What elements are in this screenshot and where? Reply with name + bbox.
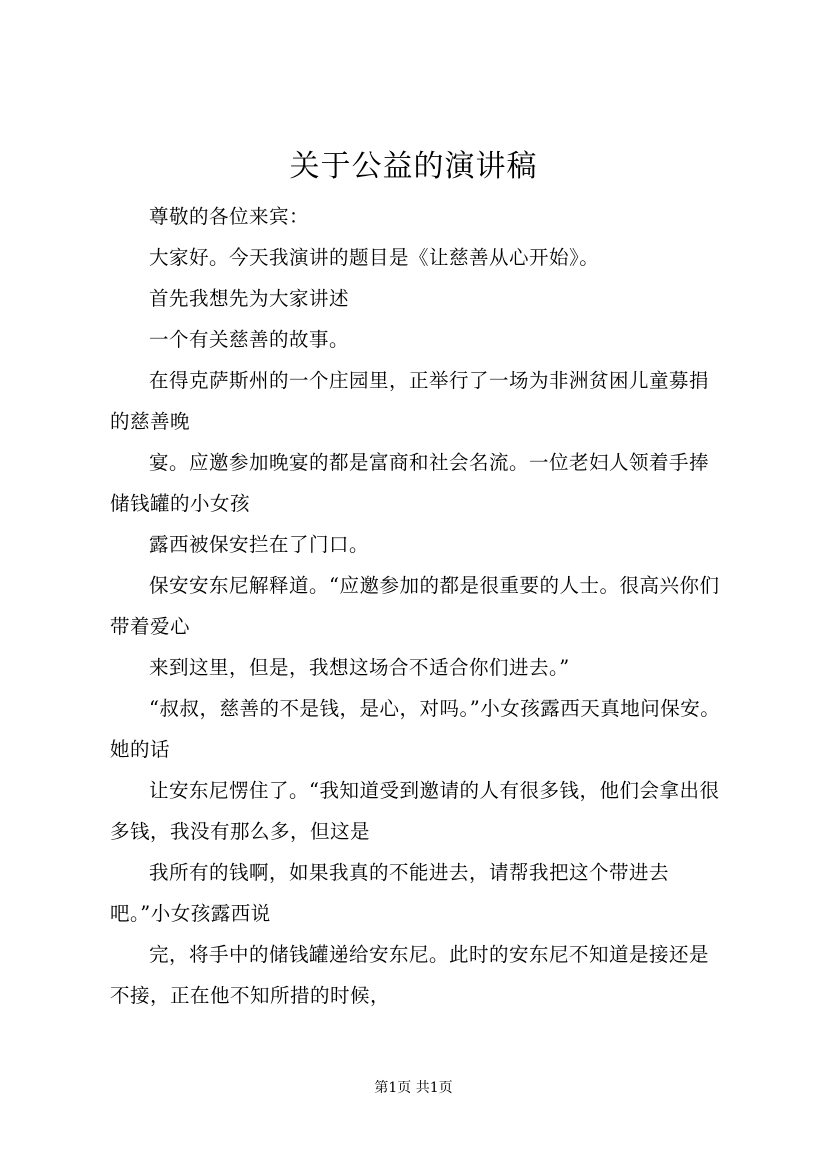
paragraph: 尊敬的各位来宾： <box>149 205 310 228</box>
paragraph: 首先我想先为大家讲述 <box>149 287 350 310</box>
paragraph: 我所有的钱啊，如果我真的不能进去，请帮我把这个带进去吧。”小女孩露西说 <box>110 861 670 925</box>
paragraph: 完，将手中的储钱罐递给安东尼。此时的安东尼不知道是接还是不接，正在他不知所措的时候， <box>110 943 710 1007</box>
paragraph: 露西被保安拦在了门口。 <box>149 533 370 556</box>
paragraph: “叔叔，慈善的不是钱，是心，对吗。”小女孩露西天真地问保安。她的话 <box>110 697 721 761</box>
paragraph: 让安东尼愣住了。“我知道受到邀请的人有很多钱，他们会拿出很多钱，我没有那么多，但这是 <box>110 779 720 843</box>
document-body <box>110 196 724 1016</box>
paragraph: 保安安东尼解释道。“应邀参加的都是很重要的人士。很高兴你们带着爱心 <box>110 574 720 638</box>
page-footer: 第1页 共1页 <box>374 1080 453 1096</box>
paragraph: 宴。应邀参加晚宴的都是富商和社会名流。一位老妇人领着手捧储钱罐的小女孩 <box>110 451 710 515</box>
document-title: 关于公益的演讲稿 <box>289 149 538 184</box>
paragraph: 来到这里，但是，我想这场合不适合你们进去。” <box>149 656 570 679</box>
paragraph: 在得克萨斯州的一个庄园里，正举行了一场为非洲贫困儿童募捐的慈善晚 <box>110 369 710 433</box>
paragraph: 大家好。今天我演讲的题目是《让慈善从心开始》。 <box>149 246 600 269</box>
paragraph: 一个有关慈善的故事。 <box>149 328 350 351</box>
